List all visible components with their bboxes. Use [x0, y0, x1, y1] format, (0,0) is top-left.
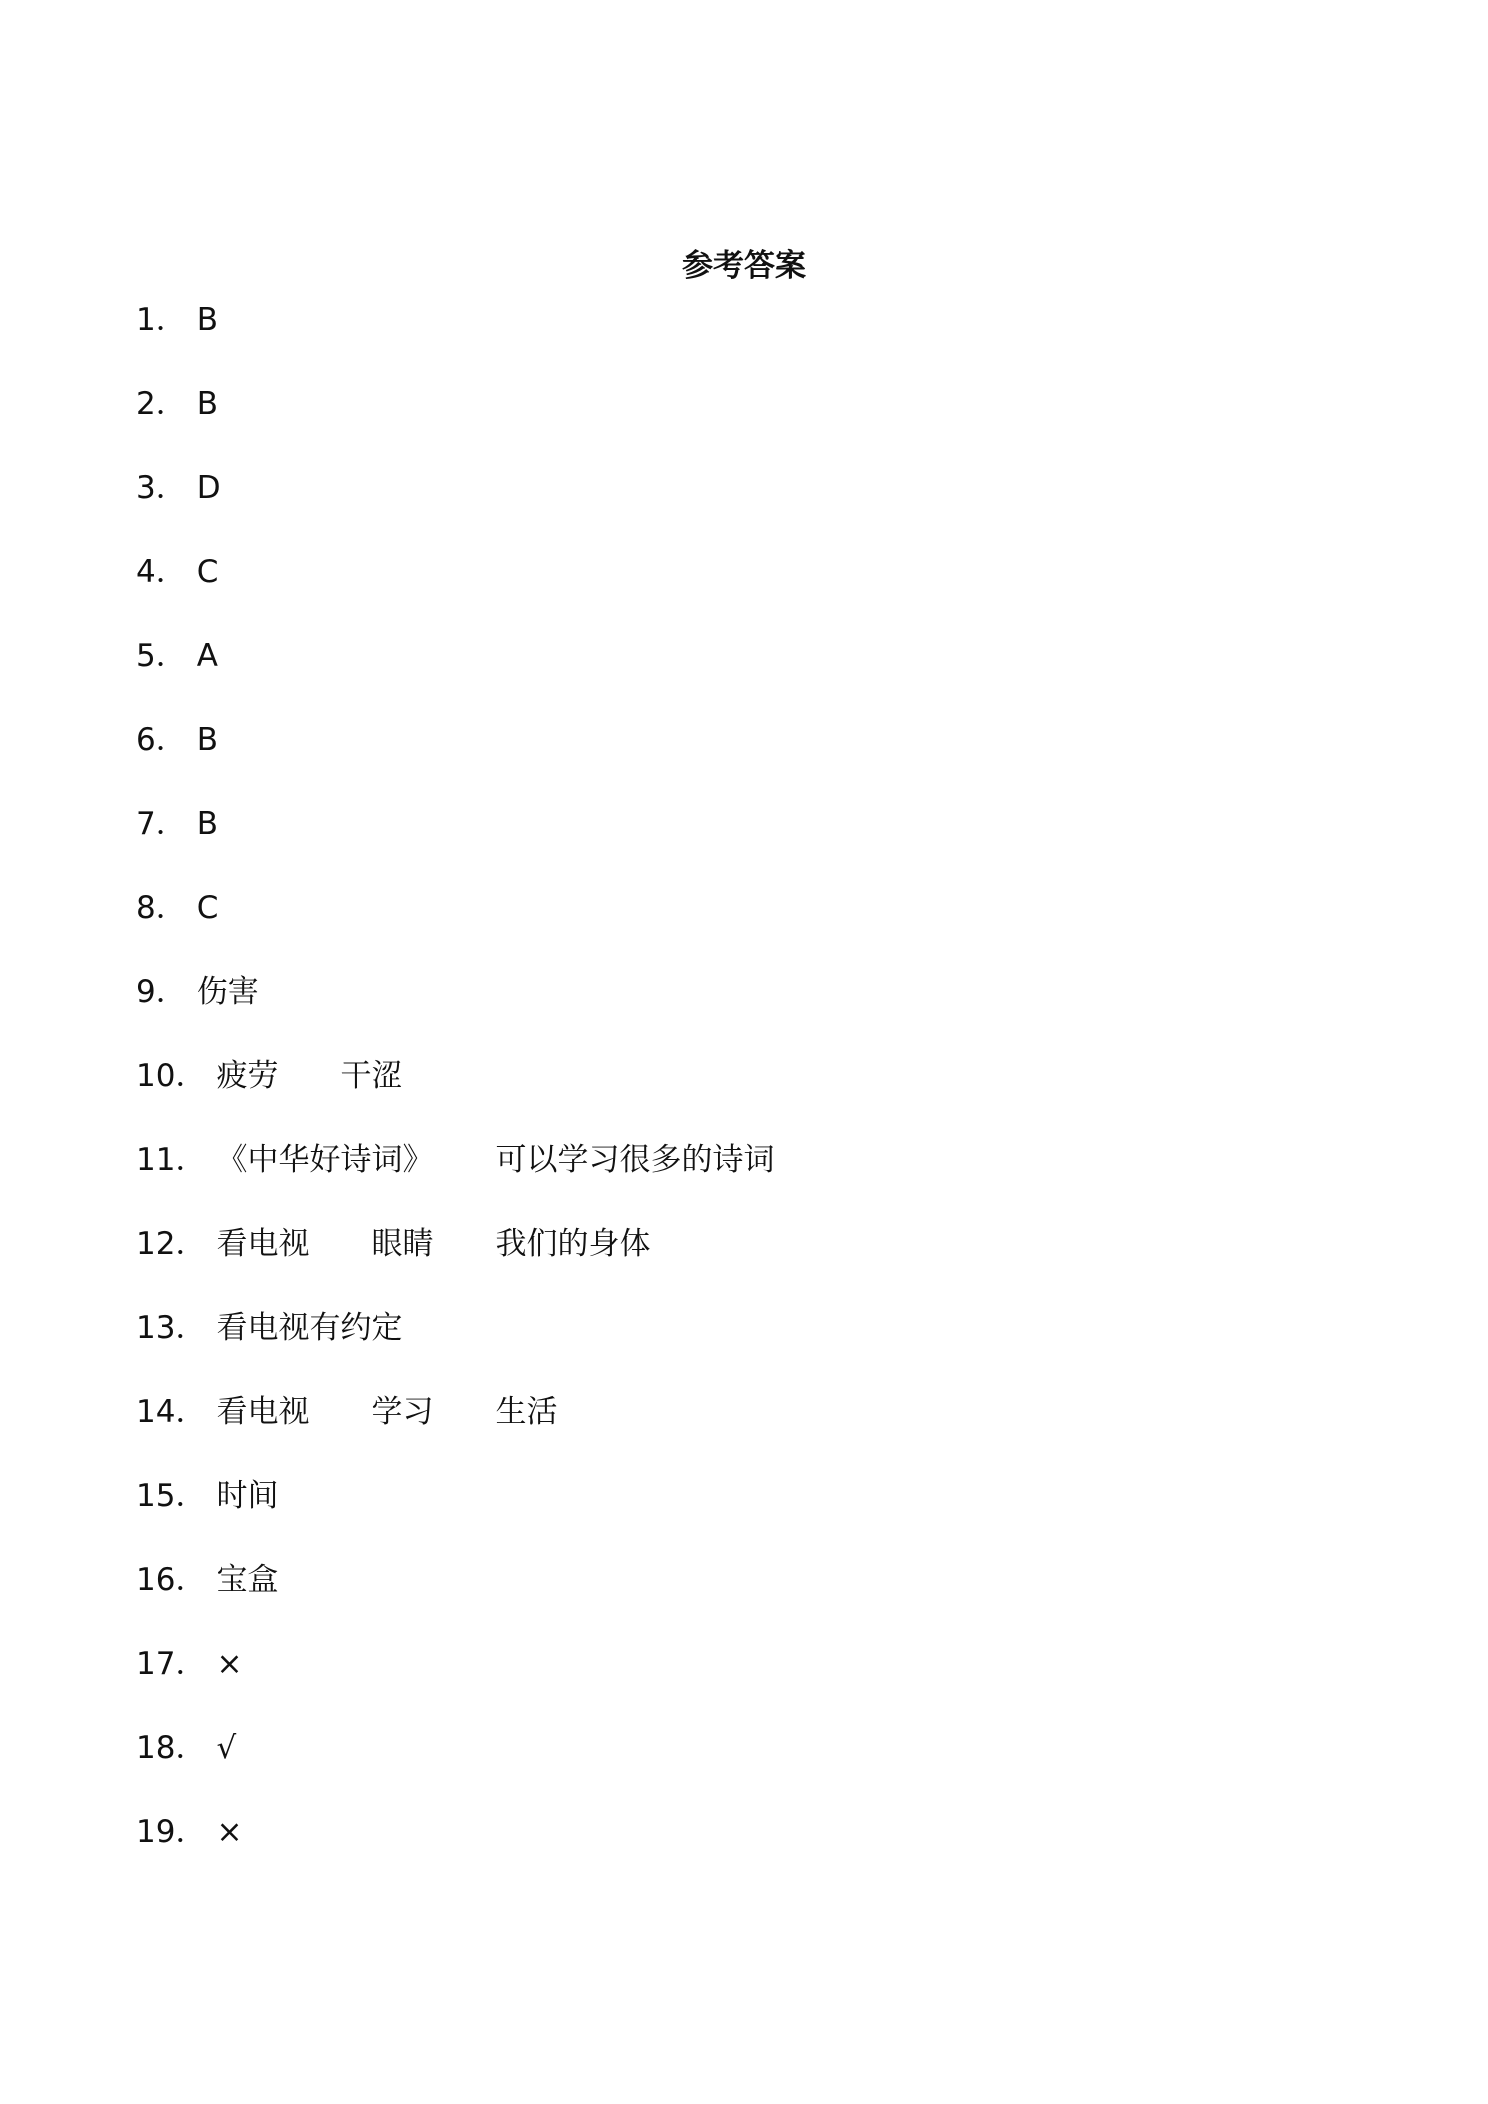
- answer-number: 9．: [136, 974, 187, 1010]
- answer-text: 生活: [495, 1394, 558, 1430]
- answer-text: 看电视: [216, 1394, 310, 1430]
- answer-text: 干涩: [340, 1058, 403, 1094]
- answer-text: B: [196, 806, 219, 842]
- answer-text: 我们的身体: [495, 1226, 651, 1262]
- answer-number: 8．: [136, 890, 187, 926]
- answer-item: [136, 970, 1336, 1054]
- answer-number: 12．: [136, 1226, 207, 1262]
- answer-text: 疲劳: [216, 1058, 279, 1094]
- answer-item: [136, 298, 1336, 382]
- answer-text: 宝盒: [216, 1562, 279, 1598]
- answer-item: [136, 718, 1336, 802]
- answer-text: D: [196, 470, 221, 506]
- answer-number: 14．: [136, 1394, 207, 1430]
- answer-number: 10．: [136, 1058, 207, 1094]
- answer-item: [136, 1138, 1336, 1222]
- answer-item: [136, 1390, 1336, 1474]
- answer-number: 16．: [136, 1562, 207, 1598]
- answer-item: [136, 1474, 1336, 1558]
- answer-number: 17．: [136, 1646, 207, 1682]
- answer-number: 2．: [136, 386, 187, 422]
- answer-text: 可以学习很多的诗词: [495, 1142, 775, 1178]
- answer-text: C: [196, 890, 219, 926]
- answer-item: [136, 1642, 1336, 1726]
- answer-number: 5．: [136, 638, 187, 674]
- answer-number: 11．: [136, 1142, 207, 1178]
- answer-item: [136, 1810, 1336, 1894]
- answer-item: [136, 1306, 1336, 1390]
- answer-text: 看电视有约定: [216, 1310, 403, 1346]
- answer-text: B: [196, 386, 219, 422]
- answer-text: 伤害: [196, 974, 259, 1010]
- answer-text: B: [196, 722, 219, 758]
- answer-item: [136, 1222, 1336, 1306]
- answer-number: 7．: [136, 806, 187, 842]
- answer-item: [136, 886, 1336, 970]
- answer-number: 19．: [136, 1814, 207, 1850]
- answer-number: 1．: [136, 302, 187, 338]
- answer-item: [136, 466, 1336, 550]
- answer-item: [136, 802, 1336, 886]
- answer-item: [136, 550, 1336, 634]
- answer-list: [136, 298, 1336, 1894]
- page-title: 参考答案: [682, 248, 806, 284]
- answer-text: B: [196, 302, 219, 338]
- answer-item: [136, 1726, 1336, 1810]
- answer-number: 4．: [136, 554, 187, 590]
- answer-item: [136, 1054, 1336, 1138]
- answer-number: 3．: [136, 470, 187, 506]
- answer-item: [136, 634, 1336, 718]
- answer-item: [136, 1558, 1336, 1642]
- answer-text: 看电视: [216, 1226, 310, 1262]
- answer-text: √: [216, 1730, 237, 1766]
- answer-text: C: [196, 554, 219, 590]
- answer-item: [136, 382, 1336, 466]
- answer-number: 15．: [136, 1478, 207, 1514]
- answer-text: 《中华好诗词》: [216, 1142, 434, 1178]
- answer-number: 6．: [136, 722, 187, 758]
- answer-number: 18．: [136, 1730, 207, 1766]
- answer-text: 学习: [371, 1394, 434, 1430]
- answer-text: ×: [216, 1814, 243, 1850]
- answer-text: A: [196, 638, 218, 674]
- answer-text: 眼睛: [371, 1226, 434, 1262]
- answer-text: ×: [216, 1646, 243, 1682]
- answer-number: 13．: [136, 1310, 207, 1346]
- answer-text: 时间: [216, 1478, 279, 1514]
